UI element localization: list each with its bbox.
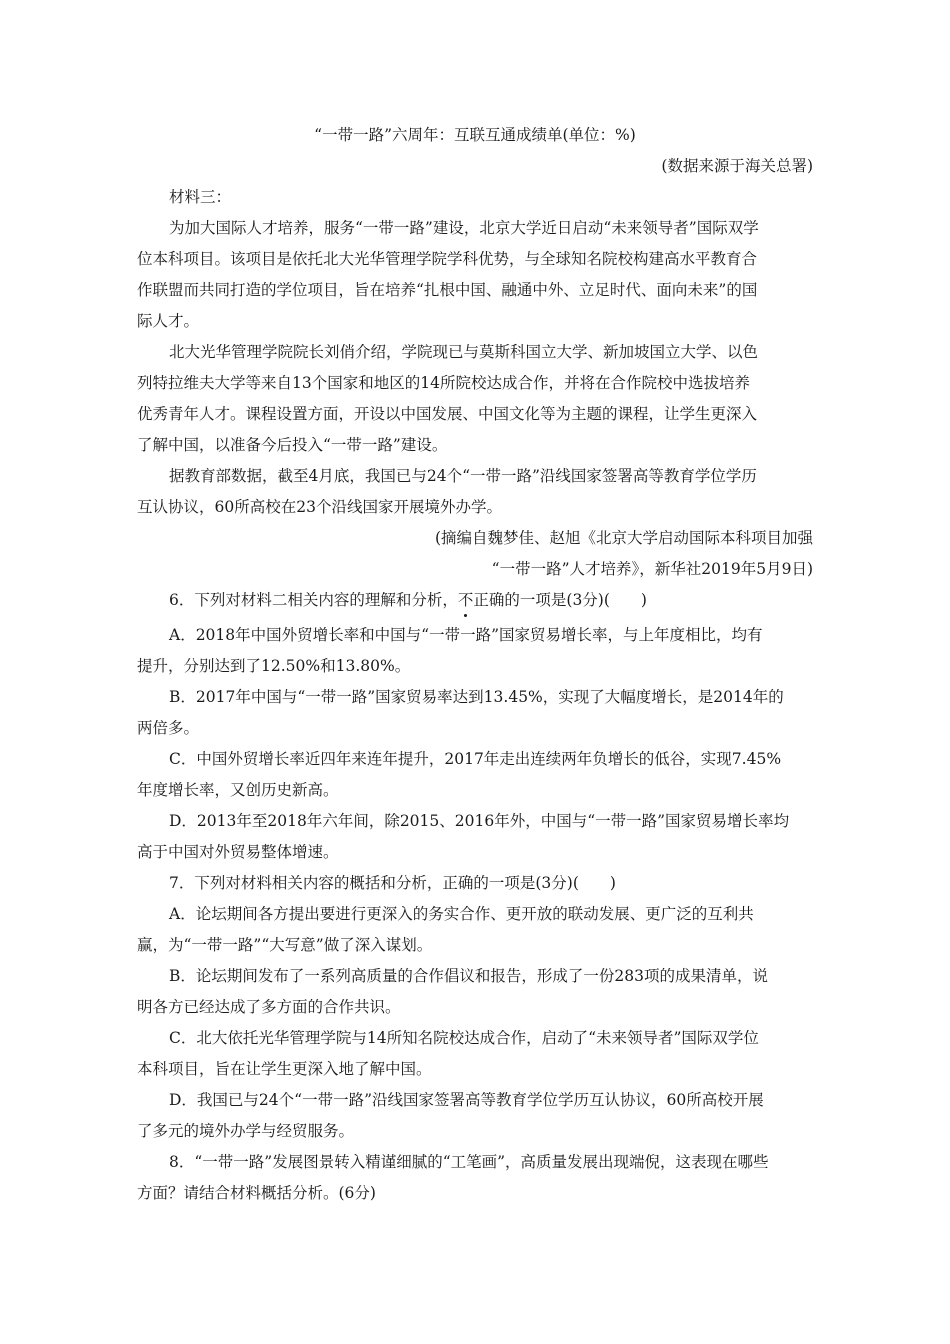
option-c-cont: 本科项目，旨在让学生更深入地了解中国。 [137, 1060, 432, 1078]
stem-text: 正确的一项是(3分)( ) [473, 591, 647, 609]
stem-text: 6．下列对材料二相关内容的理解和分析， [169, 591, 458, 609]
option-a: A．论坛期间各方提出要进行更深入的务实合作、更开放的联动发展、更广泛的互利共 [169, 905, 754, 923]
option-a-cont: 提升，分别达到了12.50%和13.80%。 [137, 657, 411, 675]
option-d-cont: 了多元的境外办学与经贸服务。 [137, 1122, 355, 1140]
question-6-stem [169, 590, 845, 610]
citation-line: (摘编自魏梦佳、赵旭《北京大学启动国际本科项目加强 [434, 529, 813, 547]
option-a-cont: 赢，为“一带一路”“大写意”做了深入谋划。 [137, 936, 433, 954]
option-b: B．论坛期间发布了一系列高质量的合作倡议和报告，形成了一份283项的成果清单，说 [169, 967, 768, 985]
paragraph-line: 为加大国际人才培养，服务“一带一路”建设，北京大学近日启动“未来领导者”国际双学 [169, 219, 759, 237]
option-a: A．2018年中国外贸增长率和中国与“一带一路”国家贸易增长率，与上年度相比，均有 [169, 626, 763, 644]
citation-line: “一带一路”人才培养》，新华社2019年5月9日) [491, 560, 813, 578]
data-source: (数据来源于海关总署) [661, 157, 813, 175]
question-7-stem: 7．下列对材料相关内容的概括和分析，正确的一项是(3分)( ) [169, 874, 616, 892]
table-caption: “一带一路”六周年：互联互通成绩单(单位：%) [314, 126, 636, 144]
option-d: D．2013年至2018年六年间，除2015、2016年外，中国与“一带一路”国家贸易增长率均 [169, 812, 790, 830]
paragraph-line: 北大光华管理学院院长刘俏介绍，学院现已与莫斯科国立大学、新加坡国立大学、以色 [169, 343, 759, 361]
option-b-cont: 明各方已经达成了多方面的合作共识。 [137, 998, 401, 1016]
paragraph-line: 际人才。 [137, 312, 200, 330]
question-8-stem: 8．“一带一路”发展图景转入精谨细腻的“工笔画”，高质量发展出现端倪，这表现在哪些 [169, 1153, 769, 1171]
paragraph-line: 互认协议，60所高校在23个沿线国家开展境外办学。 [137, 498, 502, 516]
question-8-cont: 方面？请结合材料概括分析。(6分) [137, 1184, 376, 1202]
paragraph-line: 据教育部数据，截至4月底，我国已与24个“一带一路”沿线国家签署高等教育学位学历 [169, 467, 757, 485]
paragraph-line: 作联盟而共同打造的学位项目，旨在培养“扎根中国、融通中外、立足时代、面向未来”的国 [137, 281, 758, 299]
option-c-cont: 年度增长率，又创历史新高。 [137, 781, 339, 799]
option-b: B．2017年中国与“一带一路”国家贸易率达到13.45%，实现了大幅度增长，是2014年的 [169, 688, 784, 706]
option-b-cont: 两倍多。 [137, 719, 200, 737]
option-d: D．我国已与24个“一带一路”沿线国家签署高等教育学位学历互认协议，60所高校开展 [169, 1091, 764, 1109]
paragraph-line: 列特拉维夫大学等来自13个国家和地区的14所院校达成合作，并将在合作院校中选拔培养 [137, 374, 750, 392]
option-d-cont: 高于中国对外贸易整体增速。 [137, 843, 339, 861]
emphasis-mark: 不 [457, 591, 474, 609]
paragraph-line: 了解中国，以准备今后投入“一带一路”建设。 [137, 436, 448, 454]
option-c: C．北大依托光华管理学院与14所知名院校达成合作，启动了“未来领导者”国际双学位 [169, 1029, 759, 1047]
paragraph-line: 位本科项目。该项目是依托北大光华管理学院学科优势，与全球知名院校构建高水平教育合 [137, 250, 758, 268]
material-heading: 材料三： [169, 188, 232, 206]
paragraph-line: 优秀青年人才。课程设置方面，开设以中国发展、中国文化等为主题的课程，让学生更深入 [137, 405, 758, 423]
option-c: C．中国外贸增长率近四年来连年提升，2017年走出连续两年负增长的低谷，实现7.45% [169, 750, 782, 768]
